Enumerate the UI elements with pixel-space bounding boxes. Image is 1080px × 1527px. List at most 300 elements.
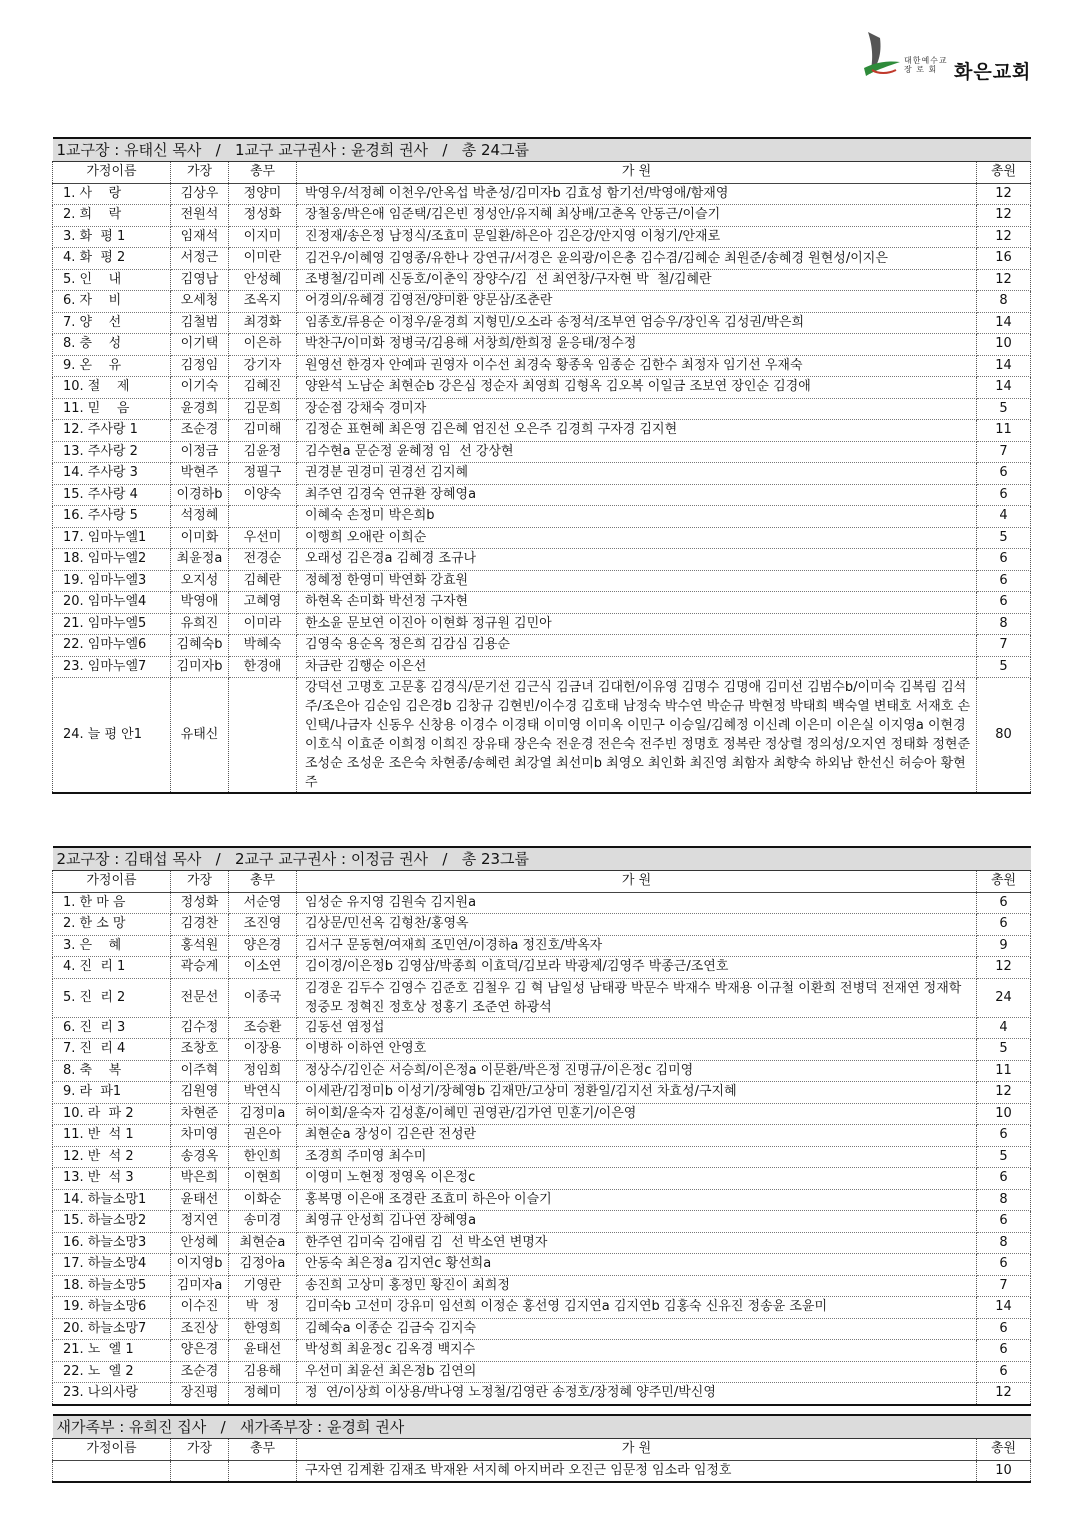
table-row	[53, 1460, 1031, 1482]
family-treasurer: 이미라	[229, 613, 297, 635]
table-row	[53, 484, 1031, 506]
family-members: 송진희 고상미 홍정민 황진이 최희정	[297, 1275, 977, 1297]
header-treasurer: 총무	[229, 162, 297, 184]
group-table	[52, 137, 1031, 794]
family-treasurer: 송미경	[229, 1211, 297, 1233]
family-treasurer: 이장용	[229, 1039, 297, 1061]
table-row	[53, 914, 1031, 936]
family-treasurer	[229, 506, 297, 528]
family-members: 최현순a 장성이 김은란 전성란	[297, 1125, 977, 1147]
family-name: 11. 믿 음	[53, 398, 171, 420]
family-name: 4. 진 리 1	[53, 957, 171, 979]
family-treasurer: 조승환	[229, 1017, 297, 1039]
family-treasurer: 정성화	[229, 205, 297, 227]
table-row	[53, 1297, 1031, 1319]
family-name: 11. 반 석 1	[53, 1125, 171, 1147]
family-total: 6	[977, 1340, 1031, 1362]
family-members: 이병하 이하연 안영호	[297, 1039, 977, 1061]
family-treasurer	[229, 678, 297, 794]
family-total: 6	[977, 1254, 1031, 1276]
family-total: 7	[977, 635, 1031, 657]
family-treasurer: 김정미a	[229, 1103, 297, 1125]
family-treasurer: 전경순	[229, 549, 297, 571]
family-members: 최주연 김경숙 연규환 장혜영a	[297, 484, 977, 506]
table-row	[53, 226, 1031, 248]
header-row	[53, 871, 1031, 893]
church-emblem-icon	[862, 30, 902, 78]
family-name: 18. 임마누엘2	[53, 549, 171, 571]
family-members: 정 연/이상희 이상용/박나영 노정철/김영란 송정호/장정혜 양주민/박신영	[297, 1383, 977, 1405]
header-total: 총원	[977, 871, 1031, 893]
family-total: 11	[977, 1060, 1031, 1082]
district-1-section	[52, 137, 1030, 794]
family-total: 10	[977, 1103, 1031, 1125]
table-row	[53, 1125, 1031, 1147]
church-logo	[862, 26, 1042, 86]
family-members: 박영우/석정혜 이천우/안옥섭 박춘성/김미자b 김효성 함기선/박영애/함재영	[297, 183, 977, 205]
family-total: 10	[977, 334, 1031, 356]
family-members: 임성순 유지영 김원숙 김지원a	[297, 892, 977, 914]
family-members: 안동숙 최은정a 김지연c 황선희a	[297, 1254, 977, 1276]
family-name: 10. 라 파 2	[53, 1103, 171, 1125]
table-row	[53, 355, 1031, 377]
family-name: 5. 진 리 2	[53, 978, 171, 1017]
family-head: 조순경	[171, 420, 229, 442]
header-members: 가 원	[297, 871, 977, 893]
family-head: 차미영	[171, 1125, 229, 1147]
header-total: 총원	[977, 162, 1031, 184]
header-family: 가정이름	[53, 871, 171, 893]
table-row	[53, 1189, 1031, 1211]
family-members: 이영미 노현정 정영옥 이은정c	[297, 1168, 977, 1190]
header-row	[53, 162, 1031, 184]
family-name: 7. 양 선	[53, 312, 171, 334]
family-total: 8	[977, 1189, 1031, 1211]
family-members: 양완석 노남순 최현순b 강은심 정순자 최영희 김형옥 김오복 이일금 조보연 장인순 김경애	[297, 377, 977, 399]
family-treasurer: 우선미	[229, 527, 297, 549]
family-head: 김철범	[171, 312, 229, 334]
family-total: 6	[977, 914, 1031, 936]
family-name: 9. 라 파1	[53, 1082, 171, 1104]
family-treasurer: 최현순a	[229, 1232, 297, 1254]
table-row	[53, 377, 1031, 399]
table-row	[53, 1361, 1031, 1383]
family-treasurer: 박혜숙	[229, 635, 297, 657]
family-total: 11	[977, 420, 1031, 442]
family-total: 6	[977, 1125, 1031, 1147]
family-name: 20. 하늘소망7	[53, 1318, 171, 1340]
header-head: 가장	[171, 871, 229, 893]
family-head: 김경찬	[171, 914, 229, 936]
table-row	[53, 1039, 1031, 1061]
family-treasurer: 기영란	[229, 1275, 297, 1297]
family-total: 8	[977, 613, 1031, 635]
family-head: 유희진	[171, 613, 229, 635]
family-members: 어경의/유혜경 김영전/양미환 양문삼/조춘란	[297, 291, 977, 313]
family-treasurer: 이소연	[229, 957, 297, 979]
table-row	[53, 1211, 1031, 1233]
family-total: 5	[977, 656, 1031, 678]
family-name: 3. 은 혜	[53, 935, 171, 957]
table-row	[53, 1383, 1031, 1405]
family-total: 8	[977, 1232, 1031, 1254]
family-head: 김정임	[171, 355, 229, 377]
family-head: 안성혜	[171, 1232, 229, 1254]
family-treasurer: 강기자	[229, 355, 297, 377]
header-family: 가정이름	[53, 162, 171, 184]
family-treasurer: 정필구	[229, 463, 297, 485]
family-head: 이지영b	[171, 1254, 229, 1276]
table-row	[53, 1254, 1031, 1276]
family-name: 17. 임마누엘1	[53, 527, 171, 549]
family-name: 21. 노 엘 1	[53, 1340, 171, 1362]
family-total: 80	[977, 678, 1031, 794]
section-caption: 2교구장 : 김태섭 목사 / 2교구 교구권사 : 이정금 권사 / 총 23그룹	[53, 847, 1031, 871]
family-members: 김경운 김두수 김영수 김준호 김철우 김 혁 남일성 남태광 박문수 박재수 박재용 이규철 이환희 전병덕 전재연 정재학 정중모 정혁진 정호상 정홍기 조준연 하광석	[297, 978, 977, 1017]
family-members: 하현옥 손미화 박선정 구자현	[297, 592, 977, 614]
family-name: 17. 하늘소망4	[53, 1254, 171, 1276]
family-members: 오래성 김은경a 김혜경 조규나	[297, 549, 977, 571]
table-row	[53, 957, 1031, 979]
family-name: 18. 하늘소망5	[53, 1275, 171, 1297]
table-row	[53, 312, 1031, 334]
family-members: 김상문/민선옥 김형찬/홍영옥	[297, 914, 977, 936]
family-members: 박성희 최윤정c 김옥경 백지수	[297, 1340, 977, 1362]
family-treasurer: 김정아a	[229, 1254, 297, 1276]
family-members: 홍복명 이은애 조경란 조효미 하은아 이슬기	[297, 1189, 977, 1211]
table-row	[53, 935, 1031, 957]
family-total: 4	[977, 1017, 1031, 1039]
family-head: 장진평	[171, 1383, 229, 1405]
family-total: 6	[977, 463, 1031, 485]
family-members: 김미숙b 고선미 강유미 임선희 이정순 홍선영 김지연a 김지연b 김홍숙 신유진 정송윤 조윤미	[297, 1297, 977, 1319]
family-members: 정상수/김인순 서승희/이은정a 이문환/박은정 진명규/이은정c 김미영	[297, 1060, 977, 1082]
family-head: 곽승계	[171, 957, 229, 979]
table-row	[53, 248, 1031, 270]
header-members: 가 원	[297, 1439, 977, 1461]
family-name: 14. 주사랑 3	[53, 463, 171, 485]
family-head: 윤태선	[171, 1189, 229, 1211]
section-caption: 새가족부 : 유희진 집사 / 새가족부장 : 윤경희 권사	[53, 1415, 1031, 1439]
family-total: 6	[977, 1361, 1031, 1383]
section-caption: 1교구장 : 유태신 목사 / 1교구 교구권사 : 윤경희 권사 / 총 24그룹	[53, 138, 1031, 162]
family-head: 서정근	[171, 248, 229, 270]
family-treasurer: 양은경	[229, 935, 297, 957]
family-name: 16. 하늘소망3	[53, 1232, 171, 1254]
family-name: 5. 인 내	[53, 269, 171, 291]
family-total: 5	[977, 1146, 1031, 1168]
family-total: 4	[977, 506, 1031, 528]
family-total: 24	[977, 978, 1031, 1017]
family-members: 우선미 최윤선 최은정b 김연의	[297, 1361, 977, 1383]
family-treasurer: 최경화	[229, 312, 297, 334]
family-treasurer: 김문희	[229, 398, 297, 420]
table-row	[53, 527, 1031, 549]
family-treasurer: 박연식	[229, 1082, 297, 1104]
family-name: 1. 사 랑	[53, 183, 171, 205]
family-total: 6	[977, 484, 1031, 506]
table-row	[53, 1275, 1031, 1297]
family-name: 8. 충 성	[53, 334, 171, 356]
family-members: 김건우/이혜영 김영종/유한나 강연규/서경은 윤의광/이은총 김수겸/김혜순 최원준/송혜경 원현성/이지은	[297, 248, 977, 270]
family-head: 이경하b	[171, 484, 229, 506]
table-row	[53, 183, 1031, 205]
family-members: 정혜정 한영미 박연화 강효원	[297, 570, 977, 592]
family-total: 12	[977, 205, 1031, 227]
family-treasurer: 이종국	[229, 978, 297, 1017]
family-members: 김동선 염정섭	[297, 1017, 977, 1039]
family-head: 박은희	[171, 1168, 229, 1190]
family-members: 박찬구/이미화 정병국/김용해 서창희/한희정 윤응태/정수정	[297, 334, 977, 356]
family-head	[171, 1460, 229, 1482]
family-head: 김미자a	[171, 1275, 229, 1297]
family-members: 최영규 안성희 김나연 장혜영a	[297, 1211, 977, 1233]
family-head: 이기숙	[171, 377, 229, 399]
family-head: 최윤정a	[171, 549, 229, 571]
family-treasurer: 이현희	[229, 1168, 297, 1190]
new-family-section	[52, 1414, 1030, 1483]
family-treasurer: 박 정	[229, 1297, 297, 1319]
family-members: 김서구 문동현/여재희 조민연/이경하a 정진호/박옥자	[297, 935, 977, 957]
table-row	[53, 334, 1031, 356]
family-members: 김이경/이은정b 김영삼/박종희 이효덕/김보라 박광제/김영주 박종근/조연호	[297, 957, 977, 979]
family-name: 15. 하늘소망2	[53, 1211, 171, 1233]
family-head: 김수정	[171, 1017, 229, 1039]
family-name: 2. 희 락	[53, 205, 171, 227]
family-members: 조경희 주미영 최수미	[297, 1146, 977, 1168]
family-name: 22. 임마누엘6	[53, 635, 171, 657]
header-head: 가장	[171, 162, 229, 184]
family-name: 22. 노 엘 2	[53, 1361, 171, 1383]
family-head: 오지성	[171, 570, 229, 592]
table-row	[53, 570, 1031, 592]
table-row	[53, 441, 1031, 463]
family-members: 이행희 오애란 이희순	[297, 527, 977, 549]
district-2-section	[52, 846, 1030, 1406]
family-members: 김혜숙a 이종순 김금숙 김지숙	[297, 1318, 977, 1340]
family-name: 1. 한 마 음	[53, 892, 171, 914]
family-name: 9. 온 유	[53, 355, 171, 377]
family-name: 19. 임마누엘3	[53, 570, 171, 592]
family-name: 15. 주사랑 4	[53, 484, 171, 506]
header-members: 가 원	[297, 162, 977, 184]
family-total: 6	[977, 1211, 1031, 1233]
family-treasurer: 안성혜	[229, 269, 297, 291]
family-name: 6. 자 비	[53, 291, 171, 313]
table-row	[53, 1082, 1031, 1104]
family-treasurer: 김혜진	[229, 377, 297, 399]
family-total: 14	[977, 377, 1031, 399]
family-members: 권경분 권경미 권경선 김지혜	[297, 463, 977, 485]
family-name: 10. 절 제	[53, 377, 171, 399]
family-treasurer: 김혜란	[229, 570, 297, 592]
family-name: 12. 반 석 2	[53, 1146, 171, 1168]
family-members: 허이회/윤숙자 김성훈/이혜민 권영관/김가연 민훈기/이은영	[297, 1103, 977, 1125]
family-head: 김영남	[171, 269, 229, 291]
family-members: 장순점 강채숙 경미자	[297, 398, 977, 420]
table-row	[53, 420, 1031, 442]
family-treasurer: 정양미	[229, 183, 297, 205]
family-head: 조순경	[171, 1361, 229, 1383]
table-row	[53, 1232, 1031, 1254]
family-treasurer: 이양숙	[229, 484, 297, 506]
family-members: 김영숙 용순옥 정은희 김감심 김용순	[297, 635, 977, 657]
family-head: 임재석	[171, 226, 229, 248]
family-total: 6	[977, 549, 1031, 571]
table-row	[53, 205, 1031, 227]
family-name: 3. 화 평 1	[53, 226, 171, 248]
family-total: 7	[977, 441, 1031, 463]
family-members: 임종호/류용순 이정우/윤경희 지형민/오소라 송정석/조부연 엄승우/장인옥 김성권/박은희	[297, 312, 977, 334]
family-head: 차현준	[171, 1103, 229, 1125]
family-total: 10	[977, 1460, 1031, 1482]
family-members: 강덕선 고명호 고문홍 김경식/문기선 김근식 김금녀 김대헌/이유영 김명수 김명애 김미선 김범수b/이미숙 김복림 김석주/조은아 김순임 김은경b 김창규 김현빈/이수경 김호태 남정숙 박수연 박순규 박현정 박태희 백숙열 변태호 서재호 손인택/나금자 신동우 신창용 이경수 이경태 이미영 이미옥 이민구 이승일/김혜정 이신례 이은미 이은실 이지영a 이현경 이호식 이효준 이희정 이희진 장유태 장은숙 전운경 전은숙 전주빈 정명호 정복란 정상렬 정의성/오지연 정태화 정현준 조성순 조성운 조은숙 차현종/송혜련 최강열 최선미b 최영오 최인화 최진영 최함자 최향숙 하외남 한선신 허승아 황현주	[297, 678, 977, 794]
family-head: 전문선	[171, 978, 229, 1017]
family-head: 홍석원	[171, 935, 229, 957]
family-members: 이혜숙 손정미 박은희b	[297, 506, 977, 528]
family-treasurer: 윤태선	[229, 1340, 297, 1362]
family-treasurer: 이미란	[229, 248, 297, 270]
table-row	[53, 1168, 1031, 1190]
family-name: 14. 하늘소망1	[53, 1189, 171, 1211]
table-row	[53, 1340, 1031, 1362]
family-total: 14	[977, 312, 1031, 334]
group-table	[52, 846, 1031, 1406]
family-head: 양은경	[171, 1340, 229, 1362]
family-treasurer	[229, 1460, 297, 1482]
family-total: 12	[977, 183, 1031, 205]
table-row	[53, 656, 1031, 678]
table-row	[53, 978, 1031, 1017]
table-row	[53, 463, 1031, 485]
family-total: 8	[977, 291, 1031, 313]
family-total: 12	[977, 1082, 1031, 1104]
family-treasurer: 이은하	[229, 334, 297, 356]
family-head: 김혜숙b	[171, 635, 229, 657]
family-total: 6	[977, 892, 1031, 914]
family-head: 김미자b	[171, 656, 229, 678]
family-total: 14	[977, 1297, 1031, 1319]
family-head: 조진상	[171, 1318, 229, 1340]
family-head: 유태신	[171, 678, 229, 794]
family-head: 김상우	[171, 183, 229, 205]
table-row	[53, 506, 1031, 528]
family-total: 6	[977, 570, 1031, 592]
family-total: 12	[977, 1383, 1031, 1405]
family-head: 전원석	[171, 205, 229, 227]
family-name: 6. 진 리 3	[53, 1017, 171, 1039]
family-name: 24. 늘 평 안1	[53, 678, 171, 794]
family-head: 김원영	[171, 1082, 229, 1104]
family-treasurer: 김용해	[229, 1361, 297, 1383]
family-name: 2. 한 소 망	[53, 914, 171, 936]
family-total: 6	[977, 1168, 1031, 1190]
family-head: 오세청	[171, 291, 229, 313]
family-members: 장철웅/박은애 임준택/김은빈 정성안/유지혜 최상배/고춘옥 안동근/이슬기	[297, 205, 977, 227]
family-members: 차금란 김행순 이은선	[297, 656, 977, 678]
header-treasurer: 총무	[229, 871, 297, 893]
family-name: 23. 나의사랑	[53, 1383, 171, 1405]
family-name: 19. 하늘소망6	[53, 1297, 171, 1319]
family-total: 12	[977, 269, 1031, 291]
family-name: 23. 임마누엘7	[53, 656, 171, 678]
family-head: 정성화	[171, 892, 229, 914]
family-total: 6	[977, 1318, 1031, 1340]
family-members: 구자연 김계환 김재조 박재완 서지혜 아지버라 오진근 임문정 임소라 임정호	[297, 1460, 977, 1482]
family-members: 진정재/송은정 남정식/조효미 문일환/하은아 김은강/안지영 이청기/안재로	[297, 226, 977, 248]
family-name: 21. 임마누엘5	[53, 613, 171, 635]
family-head: 이정금	[171, 441, 229, 463]
family-name: 12. 주사랑 1	[53, 420, 171, 442]
family-head: 정지연	[171, 1211, 229, 1233]
table-row	[53, 892, 1031, 914]
family-head: 박현주	[171, 463, 229, 485]
family-total: 5	[977, 1039, 1031, 1061]
family-name: 20. 임마누엘4	[53, 592, 171, 614]
table-row	[53, 549, 1031, 571]
table-row	[53, 398, 1031, 420]
family-treasurer: 고혜영	[229, 592, 297, 614]
family-total: 9	[977, 935, 1031, 957]
family-treasurer: 한경애	[229, 656, 297, 678]
family-total: 12	[977, 957, 1031, 979]
family-head: 박영애	[171, 592, 229, 614]
family-treasurer: 김미해	[229, 420, 297, 442]
family-name	[53, 1460, 171, 1482]
table-row	[53, 678, 1031, 794]
table-row	[53, 291, 1031, 313]
family-total: 7	[977, 1275, 1031, 1297]
header-row	[53, 1439, 1031, 1461]
header-family: 가정이름	[53, 1439, 171, 1461]
family-head: 윤경희	[171, 398, 229, 420]
header-treasurer: 총무	[229, 1439, 297, 1461]
family-head: 이미화	[171, 527, 229, 549]
family-members: 조병철/김미례 신동호/이춘익 장양수/김 선 최연창/구자현 박 철/김혜란	[297, 269, 977, 291]
family-head: 이기택	[171, 334, 229, 356]
family-treasurer: 정혜미	[229, 1383, 297, 1405]
family-name: 4. 화 평 2	[53, 248, 171, 270]
family-head: 송경옥	[171, 1146, 229, 1168]
group-table	[52, 1414, 1031, 1483]
family-total: 12	[977, 226, 1031, 248]
family-treasurer: 조진영	[229, 914, 297, 936]
family-treasurer: 이지미	[229, 226, 297, 248]
table-row	[53, 613, 1031, 635]
family-head: 조창호	[171, 1039, 229, 1061]
family-members: 이세관/김정미b 이성기/장혜영b 김재만/고상미 정환일/김지선 차효성/구지혜	[297, 1082, 977, 1104]
table-row	[53, 1318, 1031, 1340]
family-name: 13. 주사랑 2	[53, 441, 171, 463]
family-treasurer: 이화순	[229, 1189, 297, 1211]
church-name: 화은교회	[954, 61, 1032, 83]
family-name: 16. 주사랑 5	[53, 506, 171, 528]
family-head: 이주혁	[171, 1060, 229, 1082]
family-members: 한주연 김미숙 김애림 김 선 박소연 변명자	[297, 1232, 977, 1254]
family-members: 한소윤 문보연 이진아 이현화 정규원 김민아	[297, 613, 977, 635]
family-head: 이수진	[171, 1297, 229, 1319]
family-members: 김수현a 문순정 윤혜정 임 선 강상현	[297, 441, 977, 463]
family-members: 김정순 표현혜 최은영 김은혜 엄진선 오은주 김경희 구자경 김지현	[297, 420, 977, 442]
family-treasurer: 서순영	[229, 892, 297, 914]
table-row	[53, 592, 1031, 614]
table-row	[53, 1103, 1031, 1125]
family-total: 5	[977, 527, 1031, 549]
family-treasurer: 권은아	[229, 1125, 297, 1147]
table-row	[53, 1017, 1031, 1039]
family-treasurer: 정임희	[229, 1060, 297, 1082]
table-row	[53, 1146, 1031, 1168]
